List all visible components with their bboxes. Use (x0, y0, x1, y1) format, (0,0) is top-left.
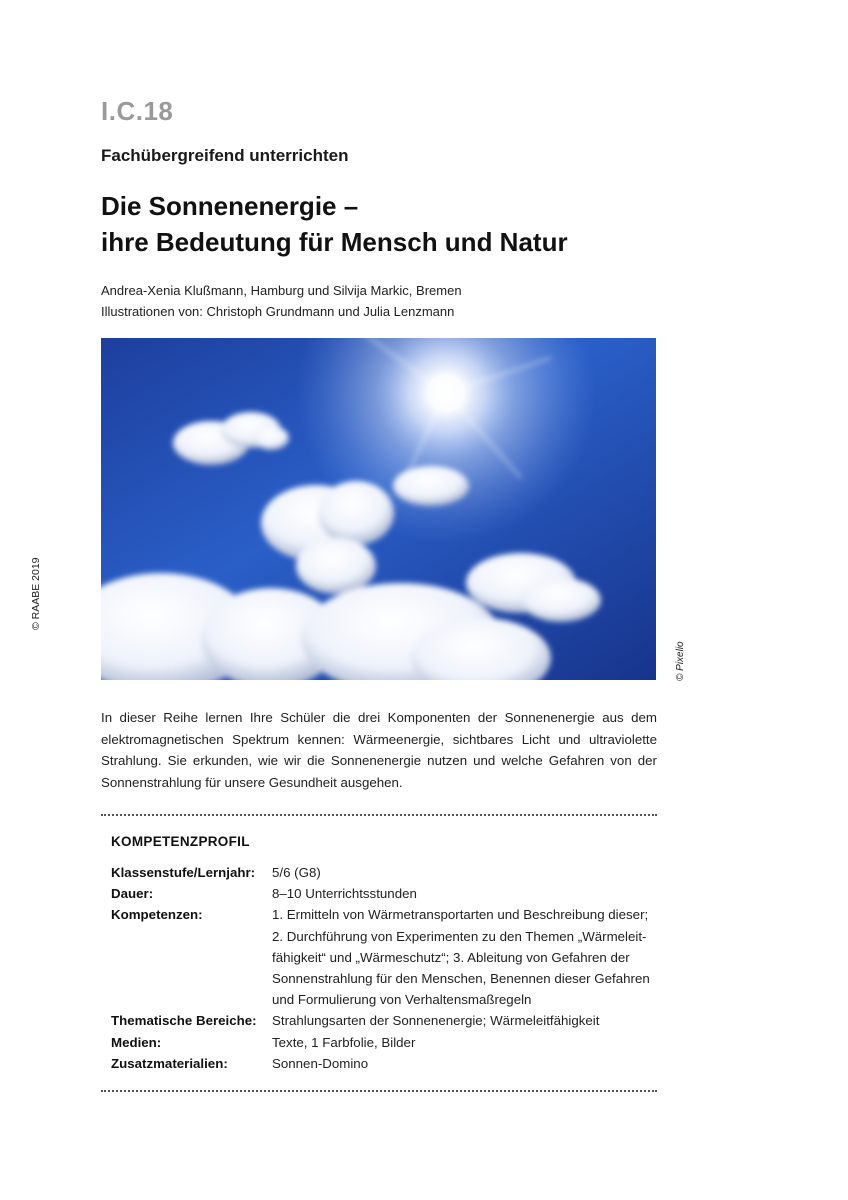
value-line: 1. Ermitteln von Wärmetransportarten und Beschreibung dieser; (272, 907, 649, 923)
title-line-2: ihre Bedeutung für Mensch und Natur (101, 227, 568, 257)
photo-credit: © Pixelio (675, 641, 686, 681)
illustrators-line: Illustrationen von: Christoph Grundmann und Julia Lenzmann (101, 304, 455, 319)
profile-row-media (111, 1032, 651, 1053)
sky-photo (101, 338, 656, 680)
value-line: 5/6 (G8) (272, 865, 321, 880)
profile-row-competences (111, 904, 651, 1010)
value-line: 8–10 Unterrichtsstunden (272, 886, 417, 902)
profile-key: Medien: (111, 1034, 162, 1050)
profile-value (272, 1032, 651, 1053)
profile-row-grade (111, 862, 651, 883)
competence-profile (111, 862, 651, 1074)
profile-row-topics (111, 1010, 651, 1031)
dotted-divider-bottom (101, 1090, 657, 1092)
value-line: Texte, 1 Farbfolie, Bilder (272, 1034, 416, 1050)
unit-code: I.C.18 (101, 96, 174, 126)
value-line: fähigkeit“ und „Wärmeschutz“; 3. Ableitung von Gefahren der (272, 949, 630, 965)
value-line: 2. Durchführung von Experimenten zu den Themen „Wärmeleit- (272, 928, 647, 944)
profile-key: Thematische Bereiche: (111, 1013, 257, 1029)
authors-line: Andrea-Xenia Klußmann, Hamburg und Silvija Markic, Bremen (101, 283, 462, 298)
value-line: Strahlungsarten der Sonnenenergie; Wärmeleitfähigkeit (272, 1013, 600, 1029)
profile-value (272, 883, 651, 904)
value-line: Sonnen-Domino (272, 1055, 369, 1071)
profile-value (272, 1010, 651, 1031)
profile-key: Kompetenzen: (111, 907, 203, 923)
series-kicker: Fachübergreifend unterrichten (101, 146, 349, 165)
profile-value (272, 904, 651, 1010)
profile-key: Zusatzmaterialien: (111, 1055, 228, 1071)
profile-key: Dauer: (111, 886, 154, 902)
profile-key: Klassenstufe/Lernjahr: (111, 865, 256, 880)
page-title (101, 188, 568, 260)
value-line: und Formulierung von Verhaltensmaßregeln (272, 992, 532, 1008)
value-line: Sonnenstrahlung für den Menschen, Benennen dieser Gefahren (272, 971, 650, 987)
intro-paragraph: In dieser Reihe lernen Ihre Schüler die drei Komponenten der Sonnenenergie aus dem elektromagnetischen Spektrum kennen: Wärmeenergie, sichtbares Licht und ultraviolette Strahlung. Sie erkunden, wie wir die Sonnenenergie nutzen und welche Gefahren von der Sonnenstrahlung für unsere Gesundheit ausgehen. (101, 710, 657, 790)
side-copyright: © RAABE 2019 (30, 557, 42, 630)
profile-value (272, 862, 651, 883)
title-line-1: Die Sonnenenergie – (101, 191, 359, 221)
profile-heading: KOMPETENZPROFIL (111, 834, 250, 849)
profile-row-extras (111, 1053, 651, 1074)
profile-value (272, 1053, 651, 1074)
profile-row-duration (111, 883, 651, 904)
dotted-divider-top (101, 814, 657, 816)
authors-block (101, 280, 462, 322)
